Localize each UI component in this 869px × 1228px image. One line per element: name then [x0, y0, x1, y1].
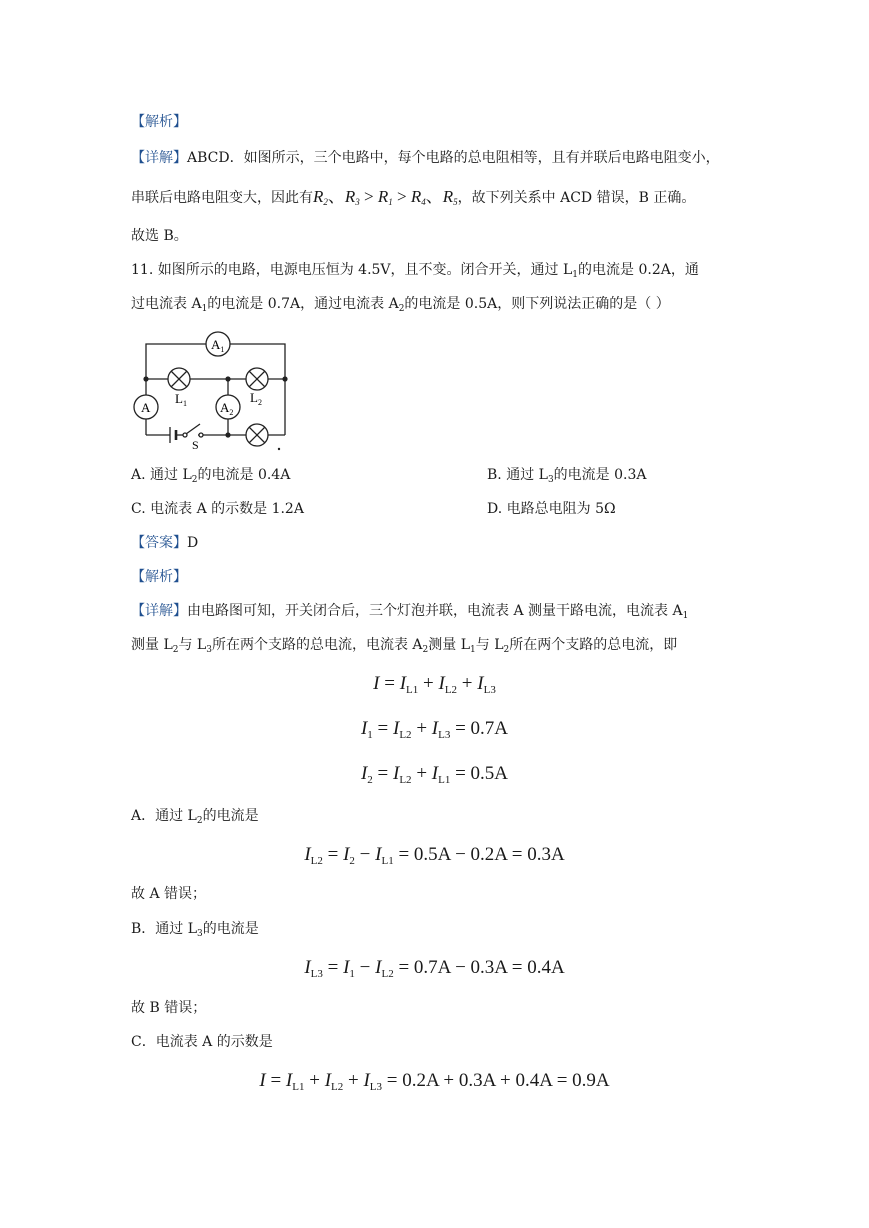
svg-text:A: A — [141, 400, 151, 415]
jiexi-heading-2: 【解析】 — [131, 569, 187, 585]
equation-3: $I_2 = I_{L2} + I_{L1} = 0.5A$ — [360, 763, 509, 786]
detail2-line-2: 测量 $L_2$与 $L_3$所在两个支路的总电流，电流表 $A_2$测量 $L_1$与 $L_2$所在两个支路的总电流，即 — [131, 637, 678, 655]
analysis-b-line: B．通过 $L_3$的电流是 — [131, 921, 259, 939]
lamp-l1-label: $L_1$ — [175, 391, 187, 408]
equation-5: $I_{L3} = I_1 - I_{L2} = 0.7A - 0.3A = 0.4A$ — [304, 957, 565, 980]
analysis-c-line: C．电流表 A 的示数是 — [131, 1034, 273, 1050]
answer-line: 【答案】D — [131, 535, 199, 551]
equation-4: $I_{L2} = I_2 - I_{L1} = 0.5A - 0.2A = 0.3A$ — [304, 844, 565, 867]
circuit-diagram — [125, 328, 295, 453]
option-c[interactable]: C. 电流表 A 的示数是 1.2A — [131, 501, 304, 517]
analysis-a-line: A．通过 $L_2$的电流是 — [131, 808, 259, 826]
option-d[interactable]: D. 电路总电阻为 5Ω — [487, 501, 616, 517]
option-a[interactable]: A. 通过 $L_2$的电流是 0.4A — [131, 467, 291, 485]
ammeter-a — [134, 395, 158, 419]
lamp-l3-symbol — [246, 424, 268, 446]
q11-line-1: 11. 如图所示的电路，电源电压恒为 4.5V，且不变。闭合开关，通过 $L_1$的电流是 0.2A，通 — [131, 262, 699, 280]
svg-text:A2: $A_2$ — [220, 400, 234, 417]
switch-label: S — [192, 438, 199, 452]
inequality: $R_2$、$R_3 > R_1 > R_4$、$R_5$ — [313, 187, 458, 207]
detail-line-1: 【详解】ABCD．如图所示，三个电路中，每个电路的总电阻相等，且有并联后电路电阻变小， — [131, 150, 720, 166]
detail-line-2: 串联后电路电阻变大，因此有$R_2$、$R_3 > R_1 > R_4$、$R_5$，故下列关系中 ACD 错误，B 正确。 — [131, 187, 696, 207]
jiexi-heading-1: 【解析】 — [131, 114, 187, 130]
lamp-l1-symbol — [168, 368, 190, 390]
svg-text:A1: $A_1$ — [211, 337, 225, 354]
analysis-b-conclusion: 故 B 错误； — [131, 1000, 207, 1016]
lamp-l2-symbol — [246, 368, 268, 390]
ammeter-a1 — [206, 332, 230, 356]
switch-symbol — [176, 424, 203, 437]
equation-6: $I = I_{L1} + I_{L2} + I_{L3} = 0.2A + 0.3A + 0.4A = 0.9A$ — [259, 1070, 610, 1093]
detail-tag: 【详解】 — [131, 150, 187, 166]
analysis-a-conclusion: 故 A 错误； — [131, 886, 207, 902]
q11-line-2: 过电流表 $A_1$的电流是 0.7A，通过电流表 $A_2$的电流是 0.5A，则下列说法正确的是（ ） — [131, 296, 670, 314]
option-b[interactable]: B. 通过 $L_3$的电流是 0.3A — [487, 467, 647, 485]
battery-symbol — [170, 427, 176, 443]
equation-1: $I = I_{L1} + I_{L2} + I_{L3}$ — [373, 673, 496, 696]
detail2-line-1: 【详解】由电路图可知，开关闭合后，三个灯泡并联，电流表 A 测量干路电流，电流表 $A_1$ — [131, 603, 689, 621]
choose-line: 故选 B。 — [131, 228, 188, 244]
lamp-l2-label: $L_2$ — [250, 390, 262, 407]
ammeter-a2 — [216, 395, 240, 419]
equation-2: $I_1 = I_{L2} + I_{L3} = 0.7A$ — [360, 718, 509, 741]
